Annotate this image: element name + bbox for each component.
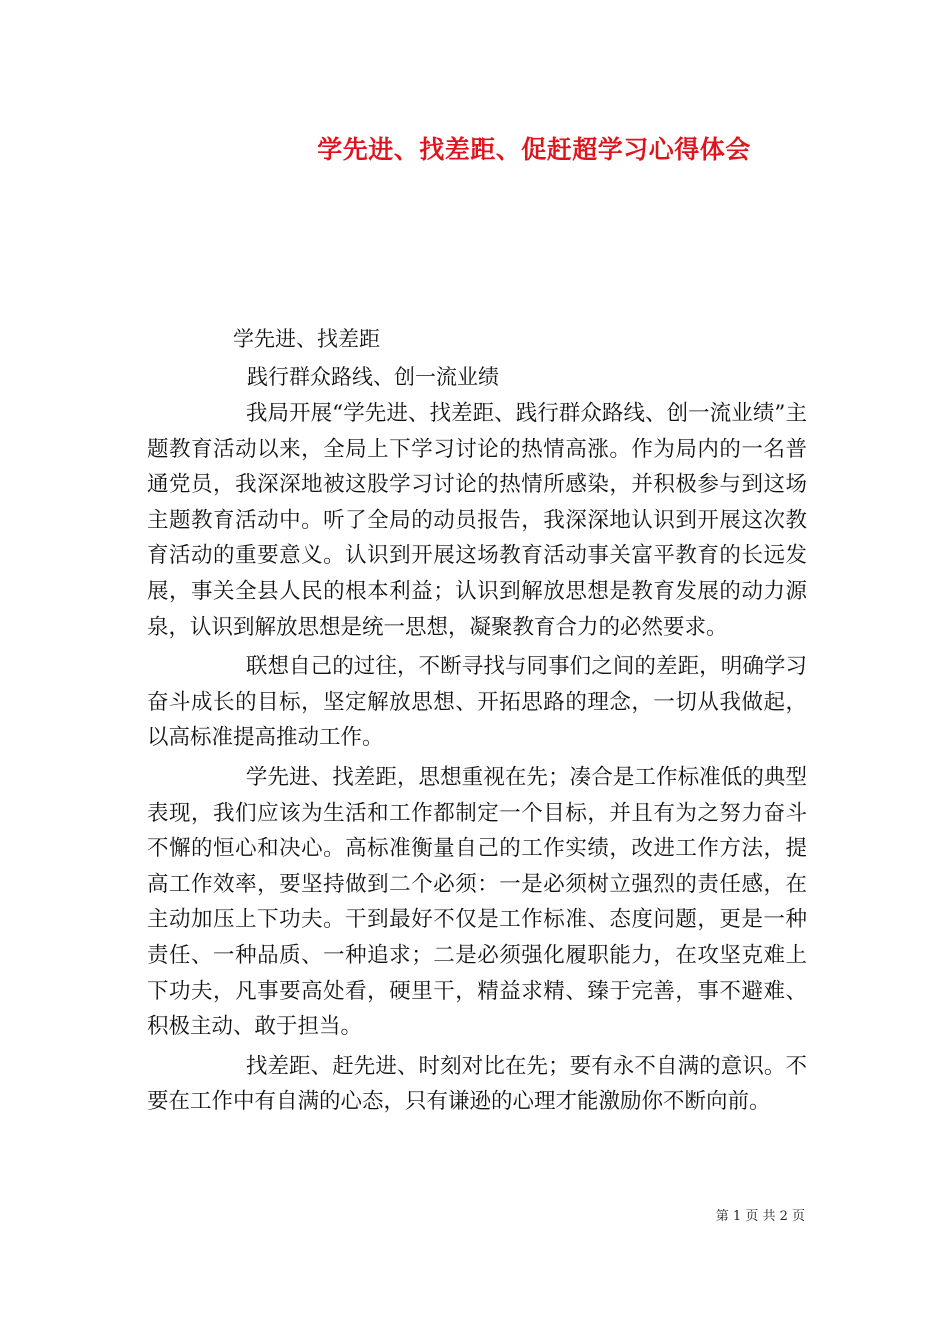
- body-text: [147, 396, 807, 1124]
- page-number-footer: 第 1 页 共 2 页: [715, 1209, 805, 1224]
- paragraph-4: 找差距、赶先进、时刻对比在先；要有永不自满的意识。不要在工作中有自满的心态，只有谦逊的心理才能激励你不断向前。: [147, 1053, 807, 1115]
- paragraph-2: 联想自己的过往，不断寻找与同事们之间的差距，明确学习奋斗成长的目标，坚定解放思想、开拓思路的理念，一切从我做起，以高标准提高推动工作。: [147, 654, 807, 751]
- subtitle-2: 践行群众路线、创一流业绩: [247, 365, 499, 389]
- document-title: 学先进、找差距、促赶超学习心得体会: [317, 135, 751, 164]
- paragraph-3: 学先进、找差距，思想重视在先；凑合是工作标准低的典型表现，我们应该为生活和工作都制定一个目标，并且有为之努力奋斗不懈的恒心和决心。高标准衡量自己的工作实绩，改进工作方法，提高工作效率，要坚持做到二个必须：一是必须树立强烈的责任感，在主动加压上下功夫。干到最好不仅是工作标准、态度问题，更是一种责任、一种品质、一种追求；二是必须强化履职能力，在攻坚克难上下功夫，凡事要高处看，硬里干，精益求精、臻于完善，事不避难、积极主动、敢于担当。: [147, 764, 807, 1040]
- subtitle-1: 学先进、找差距: [233, 327, 380, 351]
- paragraph-1: 我局开展“学先进、找差距、践行群众路线、创一流业绩”主题教育活动以来，全局上下学习讨论的热情高涨。作为局内的一名普通党员，我深深地被这股学习讨论的热情所感染，并积极参与到这场主题教育活动中。听了全局的动员报告，我深深地认识到开展这次教育活动的重要意义。认识到开展这场教育活动事关富平教育的长远发展，事关全县人民的根本利益；认识到解放思想是教育发展的动力源泉，认识到解放思想是统一思想，凝聚教育合力的必然要求。: [147, 401, 807, 640]
